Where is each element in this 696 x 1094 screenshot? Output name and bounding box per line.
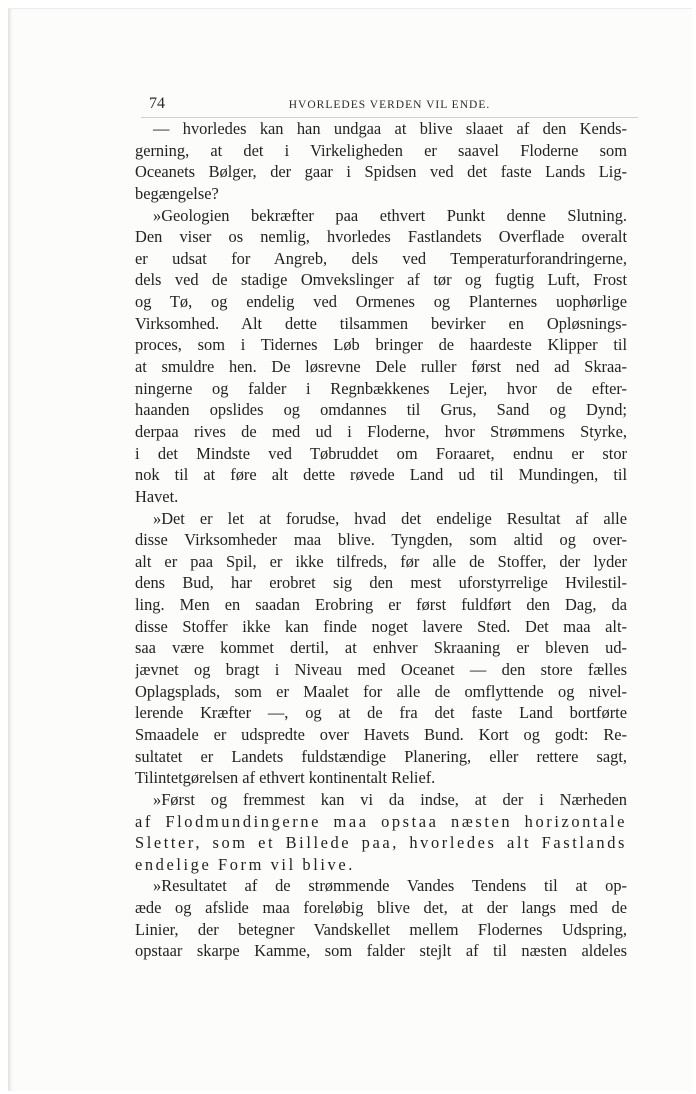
text-line: jævnet og bragt i Niveau med Oceanet — den store fælles <box>135 660 627 680</box>
text-line: »Det er let at forudse, hvad det endelige Resultat af alle <box>153 508 627 528</box>
text-line: endelige Form vil blive. <box>135 854 355 874</box>
text-line: Tilintetgørelsen af ethvert kontinentalt Relief. <box>135 768 436 788</box>
text-line: derpaa rives de med ud i Floderne, hvor Strømmens Styrke, <box>135 421 627 441</box>
text-line: Oplagsplads, som er Maalet for alle de omflyttende og nivel- <box>135 681 627 701</box>
text-line: dels ved de stadige Omvekslinger af tør og fugtig Luft, Frost <box>135 270 627 290</box>
text-line: gerning, at det i Virkeligheden er saavel Floderne som <box>135 140 627 160</box>
text-line: — hvorledes kan han undgaa at blive slaaet af den Kends- <box>153 119 627 138</box>
text-line: ling. Men en saadan Erobring er først fuldført den Dag, da <box>135 595 627 615</box>
text-line: lerende Kræfter —, og at de fra det faste Land bortførte <box>135 703 627 723</box>
text-line: »Først og fremmest kan vi da indse, at der i Nærheden <box>153 789 627 809</box>
text-line: saa være kommet dertil, at enhver Skraaning er bleven ud- <box>135 638 627 658</box>
text-line: begængelse? <box>135 183 219 203</box>
text-line: alt er paa Spil, er ikke tilfreds, før alle de Stoffer, der lyder <box>135 551 627 571</box>
page-number: 74 <box>149 95 165 112</box>
text-line: sultatet er Landets fuldstændige Planering, eller rettere sagt, <box>135 746 627 766</box>
text-line: Virksomhed. Alt dette tilsammen bevirker en Opløsnings- <box>135 313 627 333</box>
text-line: »Resultatet af de strømmende Vandes Tendens til at op- <box>153 876 627 896</box>
paragraph <box>135 875 627 962</box>
paragraph <box>135 118 627 205</box>
text-line: at smuldre hen. De løsrevne Dele ruller først ned ad Skraa- <box>135 357 627 377</box>
running-title: HVORLEDES VERDEN VIL ENDE. <box>288 99 491 111</box>
text-line: dens Bud, har erobret sig den mest uforstyrrelige Hvilestil- <box>135 573 627 593</box>
text-line: Havet. <box>135 486 179 506</box>
text-line: og Tø, og endelig ved Ormenes og Planternes uophørlige <box>135 292 627 312</box>
paragraph <box>135 789 627 876</box>
text-line: ningerne og falder i Regnbækkenes Lejer, hvor de efter- <box>135 378 627 398</box>
text-line: af Flodmundingerne maa opstaa næsten horizontale <box>135 811 627 831</box>
body-text <box>135 118 627 962</box>
text-line: »Geologien bekræfter paa ethvert Punkt denne Slutning. <box>153 205 627 225</box>
text-line: nok til at føre alt dette røvede Land ud til Mundingen, til <box>135 465 627 485</box>
text-line: Oceanets Bølger, der gaar i Spidsen ved det faste Lands Lig- <box>135 162 627 182</box>
text-line: æde og afslide maa foreløbig blive det, at der langs med de <box>135 898 627 918</box>
text-line: Smaadele er udspredte over Havets Bund. Kort og godt: Re- <box>135 724 627 744</box>
text-line: opstaar skarpe Kamme, som falder stejlt af til næsten aldeles <box>135 941 627 961</box>
paragraph <box>135 205 627 508</box>
text-line: i det Mindste ved Tøbruddet om Foraaret, endnu er stor <box>135 443 627 463</box>
text-line: er udsat for Angreb, dels ved Temperaturforandringerne, <box>135 248 627 268</box>
page-header <box>141 93 638 118</box>
text-line: Sletter, som et Billede paa, hvorledes alt Fastlands <box>135 833 627 853</box>
text-line: disse Stoffer ikke kan finde noget lavere Sted. Det maa alt- <box>135 616 627 636</box>
text-line: Den viser os nemlig, hvorledes Fastlandets Overflade overalt <box>135 227 627 247</box>
text-line: disse Virksomheder maa blive. Tyngden, som altid og over- <box>135 530 627 550</box>
text-line: haanden opslides og omdannes til Grus, Sand og Dynd; <box>135 400 627 420</box>
text-line: Linier, der betegner Vandskellet mellem Flodernes Udspring, <box>135 919 627 939</box>
text-line: proces, som i Tidernes Løb bringer de haardeste Klipper til <box>135 335 627 355</box>
paragraph <box>135 508 627 789</box>
